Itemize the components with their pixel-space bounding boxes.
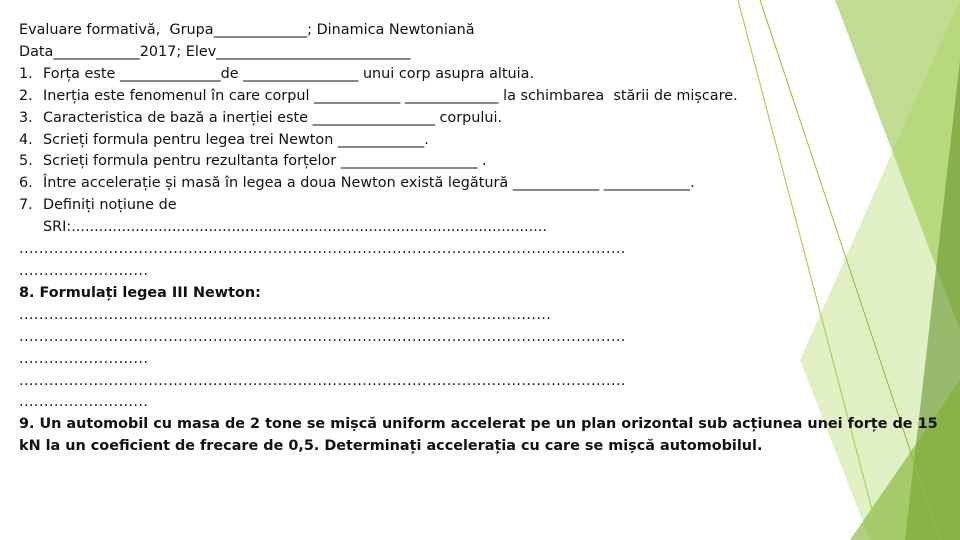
q8-answer-dots-4: .......................................................................................................................... bbox=[19, 372, 626, 389]
question-number: 4. bbox=[19, 131, 33, 148]
header-date-line: Data____________2017; Elev___________________________ bbox=[19, 43, 411, 60]
question-text: Caracteristica de bază a inerției este _________________ corpului. bbox=[43, 109, 503, 126]
q8-answer-dots-2: .......................................................................................................................... bbox=[19, 328, 626, 345]
q8-answer-dots-3: .......................... bbox=[19, 350, 149, 367]
question-number: 1. bbox=[19, 65, 33, 82]
question-number: 3. bbox=[19, 109, 33, 126]
question-number: 5. bbox=[19, 153, 33, 170]
question-1 bbox=[19, 64, 944, 86]
header-title-line: Evaluare formativă, Grupa_____________; Dinamica Newtoniană bbox=[19, 22, 475, 38]
question-text: Scrieți formula pentru legea trei Newton ____________. bbox=[43, 131, 429, 148]
question-8-title: 8. Formulați legea III Newton: bbox=[19, 284, 261, 301]
question-text: Inerția este fenomenul în care corpul ____________ _____________ la schimbarea stării de mișcare. bbox=[43, 87, 738, 104]
question-number: 7. bbox=[19, 197, 33, 214]
q7-answer-dots-short: .......................... bbox=[19, 262, 149, 279]
q7-answer-dots-full: .......................................................................................................................... bbox=[19, 241, 626, 258]
question-9-text: 9. Un automobil cu masa de 2 tone se mișcă uniform accelerat pe un plan orizontal sub acțiunea unei forțe de 15 kN la un coeficient de frecare de 0,5. Determinați accelerația cu care se mișcă automobilul. bbox=[19, 416, 938, 455]
question-4 bbox=[19, 130, 944, 152]
question-text: Scrieți formula pentru rezultanta forțelor ___________________ . bbox=[43, 153, 487, 170]
question-5 bbox=[19, 151, 944, 173]
question-3 bbox=[19, 108, 944, 130]
q7-sri-answer-line: SRI:........................................................................................................ bbox=[43, 219, 547, 236]
q8-answer-dots-1: ........................................................................................................... bbox=[19, 306, 552, 323]
question-text: Forța este ______________de ________________ unui corp asupra altuia. bbox=[43, 65, 535, 82]
question-number: 2. bbox=[19, 87, 33, 104]
question-text: Între accelerație și masă în legea a doua Newton există legătură ____________ ____________. bbox=[43, 175, 695, 192]
question-2 bbox=[19, 86, 944, 108]
worksheet bbox=[19, 20, 944, 458]
question-number: 6. bbox=[19, 175, 33, 192]
question-6 bbox=[19, 173, 944, 195]
question-7 bbox=[19, 195, 944, 217]
q8-answer-dots-5: .......................... bbox=[19, 394, 149, 411]
question-text: Definiți noțiune de bbox=[43, 197, 177, 214]
